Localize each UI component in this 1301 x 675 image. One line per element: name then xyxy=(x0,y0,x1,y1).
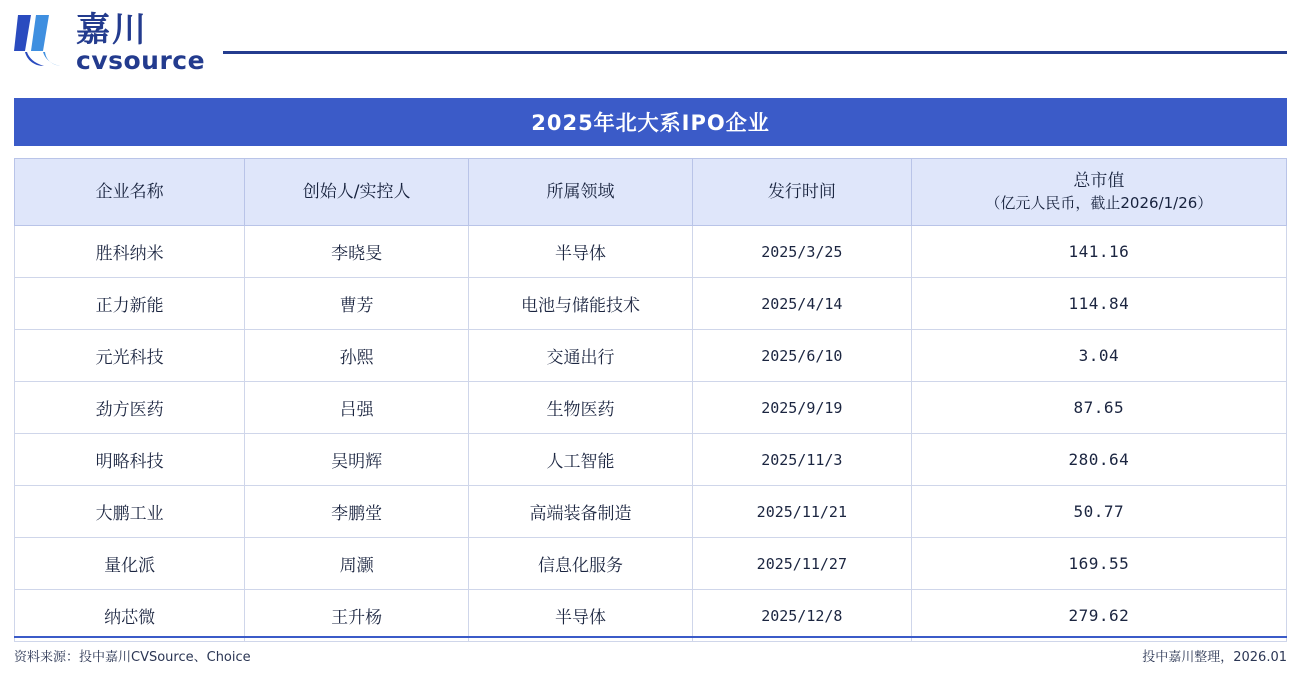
table-row xyxy=(15,382,1287,434)
cell-market-cap: 114.84 xyxy=(911,278,1286,330)
table-row xyxy=(15,330,1287,382)
cell-market-cap: 87.65 xyxy=(911,382,1286,434)
brand-wordmark xyxy=(76,11,205,74)
table-row xyxy=(15,434,1287,486)
column-header-market-cap-label: 总市值 xyxy=(1073,171,1125,192)
cell-market-cap: 50.77 xyxy=(911,486,1286,538)
column-header-market-cap-sublabel: （亿元人民币，截止2026/1/26） xyxy=(985,194,1213,213)
footer-source: 资料来源：投中嘉川CVSource、Choice xyxy=(14,650,251,665)
cell-founder: 李鹏堂 xyxy=(245,486,469,538)
cell-issue-date: 2025/9/19 xyxy=(692,382,911,434)
table-row xyxy=(15,226,1287,278)
cell-issue-date: 2025/3/25 xyxy=(692,226,911,278)
cell-company: 元光科技 xyxy=(15,330,245,382)
cell-field: 电池与储能技术 xyxy=(469,278,693,330)
cell-founder: 王升杨 xyxy=(245,590,469,642)
footer-divider xyxy=(14,636,1287,638)
column-header-founder xyxy=(245,159,469,226)
column-header-field xyxy=(469,159,693,226)
cell-field: 生物医药 xyxy=(469,382,693,434)
header-divider xyxy=(223,51,1287,54)
cell-field: 半导体 xyxy=(469,226,693,278)
column-header-market-cap xyxy=(911,159,1286,226)
footer-row xyxy=(14,646,1287,665)
cell-company: 量化派 xyxy=(15,538,245,590)
cell-founder: 吕强 xyxy=(245,382,469,434)
cell-company: 胜科纳米 xyxy=(15,226,245,278)
table-row xyxy=(15,590,1287,642)
cell-field: 高端装备制造 xyxy=(469,486,693,538)
table-row xyxy=(15,538,1287,590)
cell-company: 劲方医药 xyxy=(15,382,245,434)
table-container xyxy=(14,158,1287,642)
page-footer xyxy=(14,636,1287,665)
cell-company: 大鹏工业 xyxy=(15,486,245,538)
cell-issue-date: 2025/11/21 xyxy=(692,486,911,538)
footer-credit: 投中嘉川整理，2026.01 xyxy=(1142,650,1287,665)
cell-founder: 孙熙 xyxy=(245,330,469,382)
column-header-founder-label: 创始人/实控人 xyxy=(302,181,411,202)
brand-logo xyxy=(14,11,205,74)
slide-title-bar xyxy=(14,98,1287,146)
cell-market-cap: 280.64 xyxy=(911,434,1286,486)
table-row xyxy=(15,278,1287,330)
cell-field: 半导体 xyxy=(469,590,693,642)
cell-company: 纳芯微 xyxy=(15,590,245,642)
cell-market-cap: 3.04 xyxy=(911,330,1286,382)
cell-market-cap: 279.62 xyxy=(911,590,1286,642)
cell-founder: 吴明辉 xyxy=(245,434,469,486)
ipo-companies-table xyxy=(14,158,1287,642)
cell-founder: 李晓旻 xyxy=(245,226,469,278)
cell-issue-date: 2025/4/14 xyxy=(692,278,911,330)
page-title: 2025年北大系IPO企业 xyxy=(531,111,770,135)
cell-company: 明略科技 xyxy=(15,434,245,486)
table-row xyxy=(15,486,1287,538)
cell-field: 信息化服务 xyxy=(469,538,693,590)
cell-issue-date: 2025/12/8 xyxy=(692,590,911,642)
column-header-company xyxy=(15,159,245,226)
cell-market-cap: 141.16 xyxy=(911,226,1286,278)
table-header-row xyxy=(15,159,1287,226)
page-header xyxy=(0,0,1301,78)
cell-company: 正力新能 xyxy=(15,278,245,330)
column-header-company-label: 企业名称 xyxy=(95,181,164,202)
column-header-issue-date xyxy=(692,159,911,226)
cell-field: 交通出行 xyxy=(469,330,693,382)
cell-founder: 曹芳 xyxy=(245,278,469,330)
cell-issue-date: 2025/11/3 xyxy=(692,434,911,486)
cell-issue-date: 2025/6/10 xyxy=(692,330,911,382)
cell-field: 人工智能 xyxy=(469,434,693,486)
brand-name-cn: 嘉川 xyxy=(76,10,148,51)
cell-market-cap: 169.55 xyxy=(911,538,1286,590)
cell-founder: 周灏 xyxy=(245,538,469,590)
column-header-issue-date-label: 发行时间 xyxy=(767,181,836,202)
cell-issue-date: 2025/11/27 xyxy=(692,538,911,590)
cvsource-logo-icon xyxy=(14,11,68,69)
column-header-field-label: 所属领域 xyxy=(546,181,615,202)
brand-name-en: cvsource xyxy=(76,46,206,76)
